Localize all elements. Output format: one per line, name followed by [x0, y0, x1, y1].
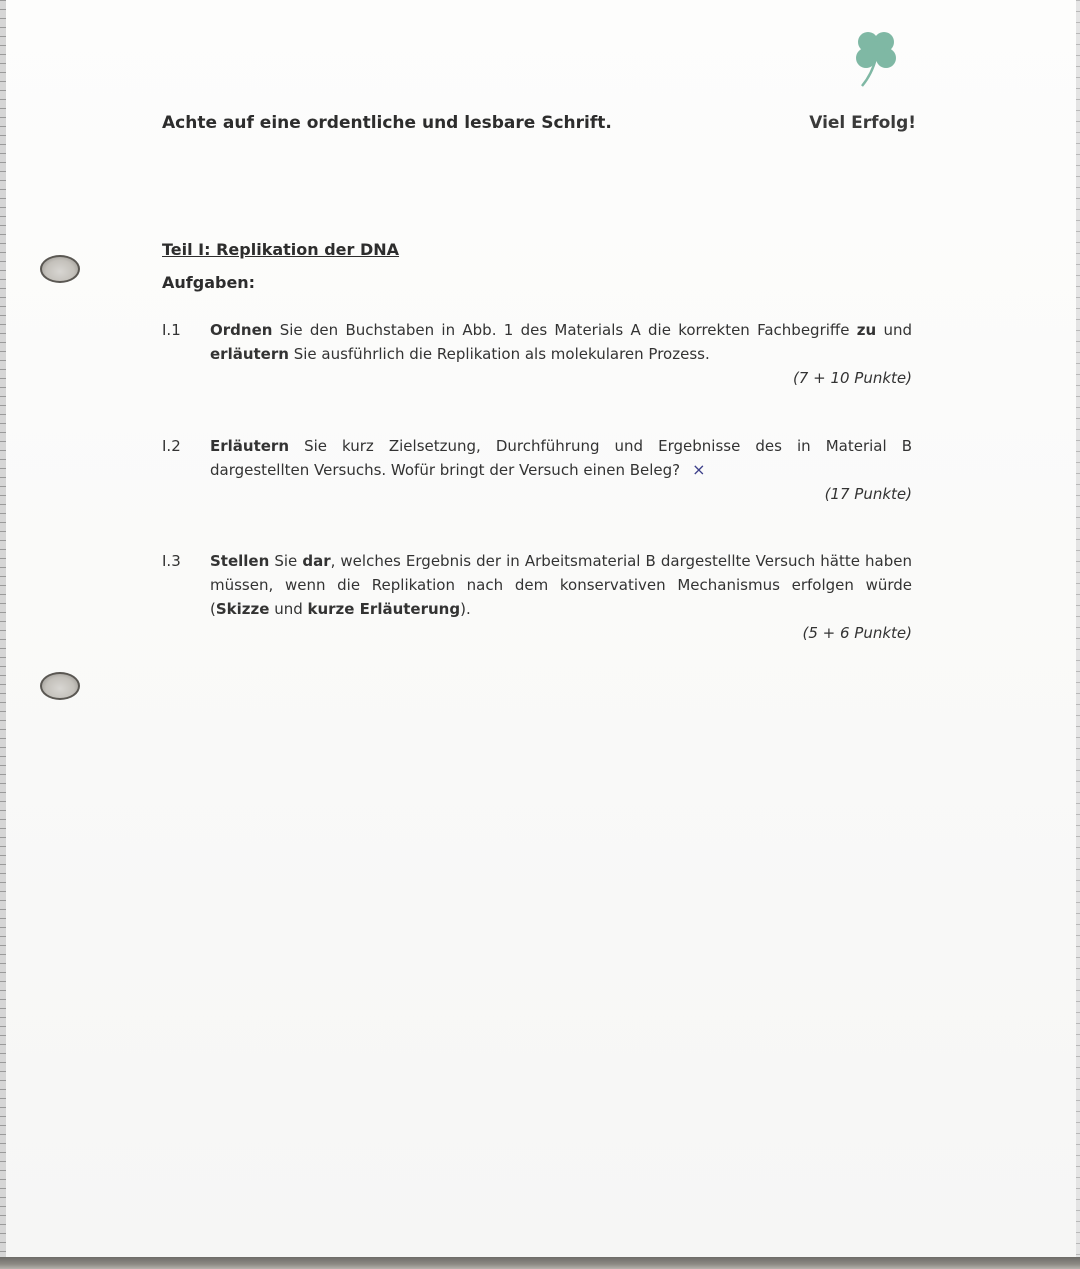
- desk-edge: [0, 1257, 1080, 1269]
- task-text-part: Sie: [269, 552, 303, 570]
- task-text-part: Sie kurz Zielsetzung, Durchführung und Ergebnisse des in Material B dargestellten Versuchs. Wofür bringt der Versuch einen Beleg?: [210, 437, 912, 479]
- tasks-label: Aufgaben:: [162, 273, 256, 292]
- page-edge: [1076, 0, 1080, 1269]
- task-text-part: und: [269, 600, 308, 618]
- task-points: (5 + 6 Punkte): [802, 624, 912, 642]
- task-points: (7 + 10 Punkte): [792, 369, 912, 387]
- task-text: [210, 318, 912, 366]
- task-number: I.1: [162, 321, 181, 339]
- task-text-part: erläutern: [210, 345, 289, 363]
- task-text-part: und: [876, 321, 912, 339]
- task-text-part: Stellen: [210, 552, 270, 570]
- task-text-part: Erläutern: [210, 437, 290, 455]
- section-title: Teil I: Replikation der DNA: [162, 240, 400, 259]
- task-text-part: Ordnen: [210, 321, 273, 339]
- greeting-text: Viel Erfolg!: [809, 113, 916, 133]
- task-text-part: dar: [302, 552, 331, 570]
- task-text-part: ).: [460, 600, 471, 618]
- task-text-part: Skizze: [215, 600, 270, 618]
- four-leaf-clover-icon: [850, 28, 902, 90]
- task-text-part: , welches Ergebnis der in Arbeitsmaterial B dargestellte Versuch hätte haben müssen, wenn die Replikation nach dem konservativen Mechanismus erfolgen würde (: [210, 552, 912, 618]
- task-text: [210, 434, 912, 482]
- binder-edge: [0, 0, 6, 1269]
- task-number: I.2: [162, 437, 181, 455]
- task-text-part: zu: [856, 321, 877, 339]
- task-points: (17 Punkte): [824, 485, 912, 503]
- punch-hole: [40, 255, 80, 283]
- handwritten-cross-mark: ×: [692, 460, 706, 479]
- task-item: [162, 434, 912, 506]
- task-text-part: Sie ausführlich die Replikation als molekularen Prozess.: [288, 345, 710, 363]
- task-text: [210, 549, 912, 621]
- task-text-part: kurze Erläuterung: [307, 600, 461, 618]
- instruction-text: Achte auf eine ordentliche und lesbare Schrift.: [162, 113, 612, 133]
- punch-hole: [40, 672, 80, 700]
- task-text-part: Sie den Buchstaben in Abb. 1 des Materials A die korrekten Fachbegriffe: [272, 321, 857, 339]
- task-item: [162, 318, 912, 390]
- task-number: I.3: [162, 552, 181, 570]
- task-item: [162, 549, 912, 645]
